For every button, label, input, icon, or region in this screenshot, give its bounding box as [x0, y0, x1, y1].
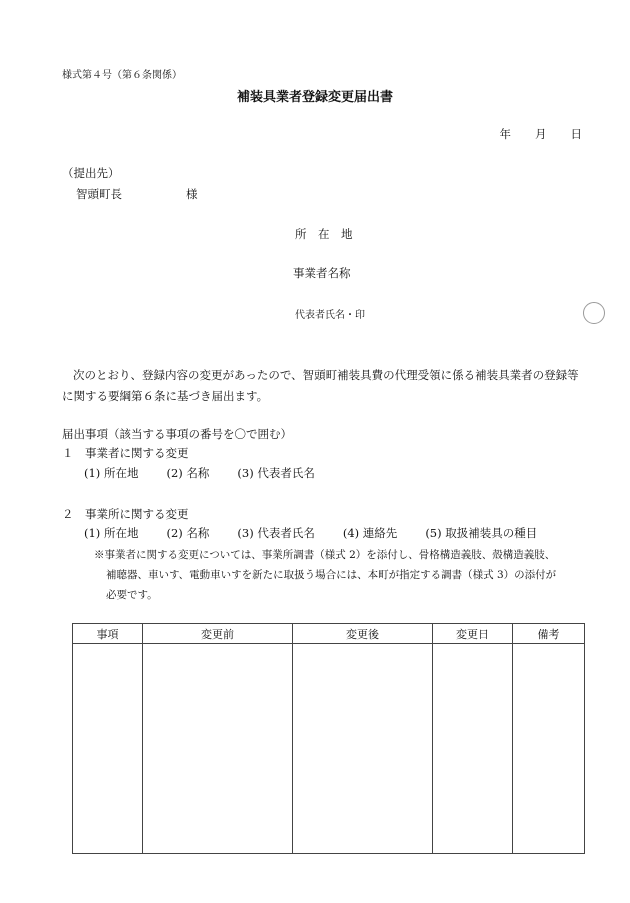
section2-items	[84, 525, 537, 541]
header-before: 変更前	[143, 624, 293, 644]
recipient-name: 智頭町長	[76, 187, 122, 201]
date-day: 日	[570, 127, 582, 141]
note-line: ※事業者に関する変更については、事業所調書（様式 2）を添付し、骨格構造義肢、殻構造義肢、	[94, 549, 556, 561]
date-year: 年	[499, 127, 511, 141]
business-name-label: 事業者名称	[293, 266, 351, 280]
recipient-honorific: 様	[186, 187, 198, 201]
document-title: 補装具業者登録変更届出書	[236, 90, 393, 105]
table-row	[73, 644, 585, 854]
cell-after[interactable]	[293, 644, 433, 854]
attachment-note	[94, 545, 589, 605]
cell-change-date[interactable]	[433, 644, 513, 854]
section1-item: (1) 所在地	[84, 466, 139, 480]
cell-before[interactable]	[143, 644, 293, 854]
section2-heading: ２ 事業所に関する変更	[62, 507, 189, 521]
notification-heading: 届出事項（該当する事項の番号を〇で囲む）	[62, 427, 292, 441]
section1-item: (3) 代表者氏名	[237, 466, 315, 480]
table-header-row	[73, 624, 585, 644]
change-details-table	[72, 623, 585, 854]
date-month: 月	[535, 127, 547, 141]
section2-item: (4) 連絡先	[342, 526, 398, 540]
section2-item: (5) 取扱補装具の種目	[425, 526, 538, 540]
form-number: 様式第４号（第６条関係）	[62, 70, 182, 81]
section2-item: (1) 所在地	[84, 526, 139, 540]
section2-item: (3) 代表者氏名	[237, 526, 315, 540]
header-item: 事項	[73, 624, 143, 644]
section2-item: (2) 名称	[166, 526, 210, 540]
seal-circle	[583, 302, 605, 324]
address-label: 所 在 地	[295, 227, 353, 241]
header-change-date: 変更日	[433, 624, 513, 644]
cell-remarks[interactable]	[513, 644, 585, 854]
section1-item: (2) 名称	[166, 466, 210, 480]
note-line: 必要です。	[106, 589, 158, 601]
section1-items	[84, 465, 315, 481]
submit-to-label: （提出先）	[62, 166, 120, 180]
section1-heading: １ 事業者に関する変更	[62, 446, 189, 460]
representative-label: 代表者氏名・印	[295, 310, 365, 321]
cell-item[interactable]	[73, 644, 143, 854]
date-line	[500, 126, 583, 142]
body-paragraph: 次のとおり、登録内容の変更があったので、智頭町補装具費の代理受領に係る補装具業者の登録等に関する要綱第６条に基づき届出ます。	[62, 368, 579, 403]
header-remarks: 備考	[513, 624, 585, 644]
note-line: 補聴器、車いす、電動車いすを新たに取扱う場合には、本町が指定する調書（様式 3）の添付が	[106, 569, 557, 581]
header-after: 変更後	[293, 624, 433, 644]
